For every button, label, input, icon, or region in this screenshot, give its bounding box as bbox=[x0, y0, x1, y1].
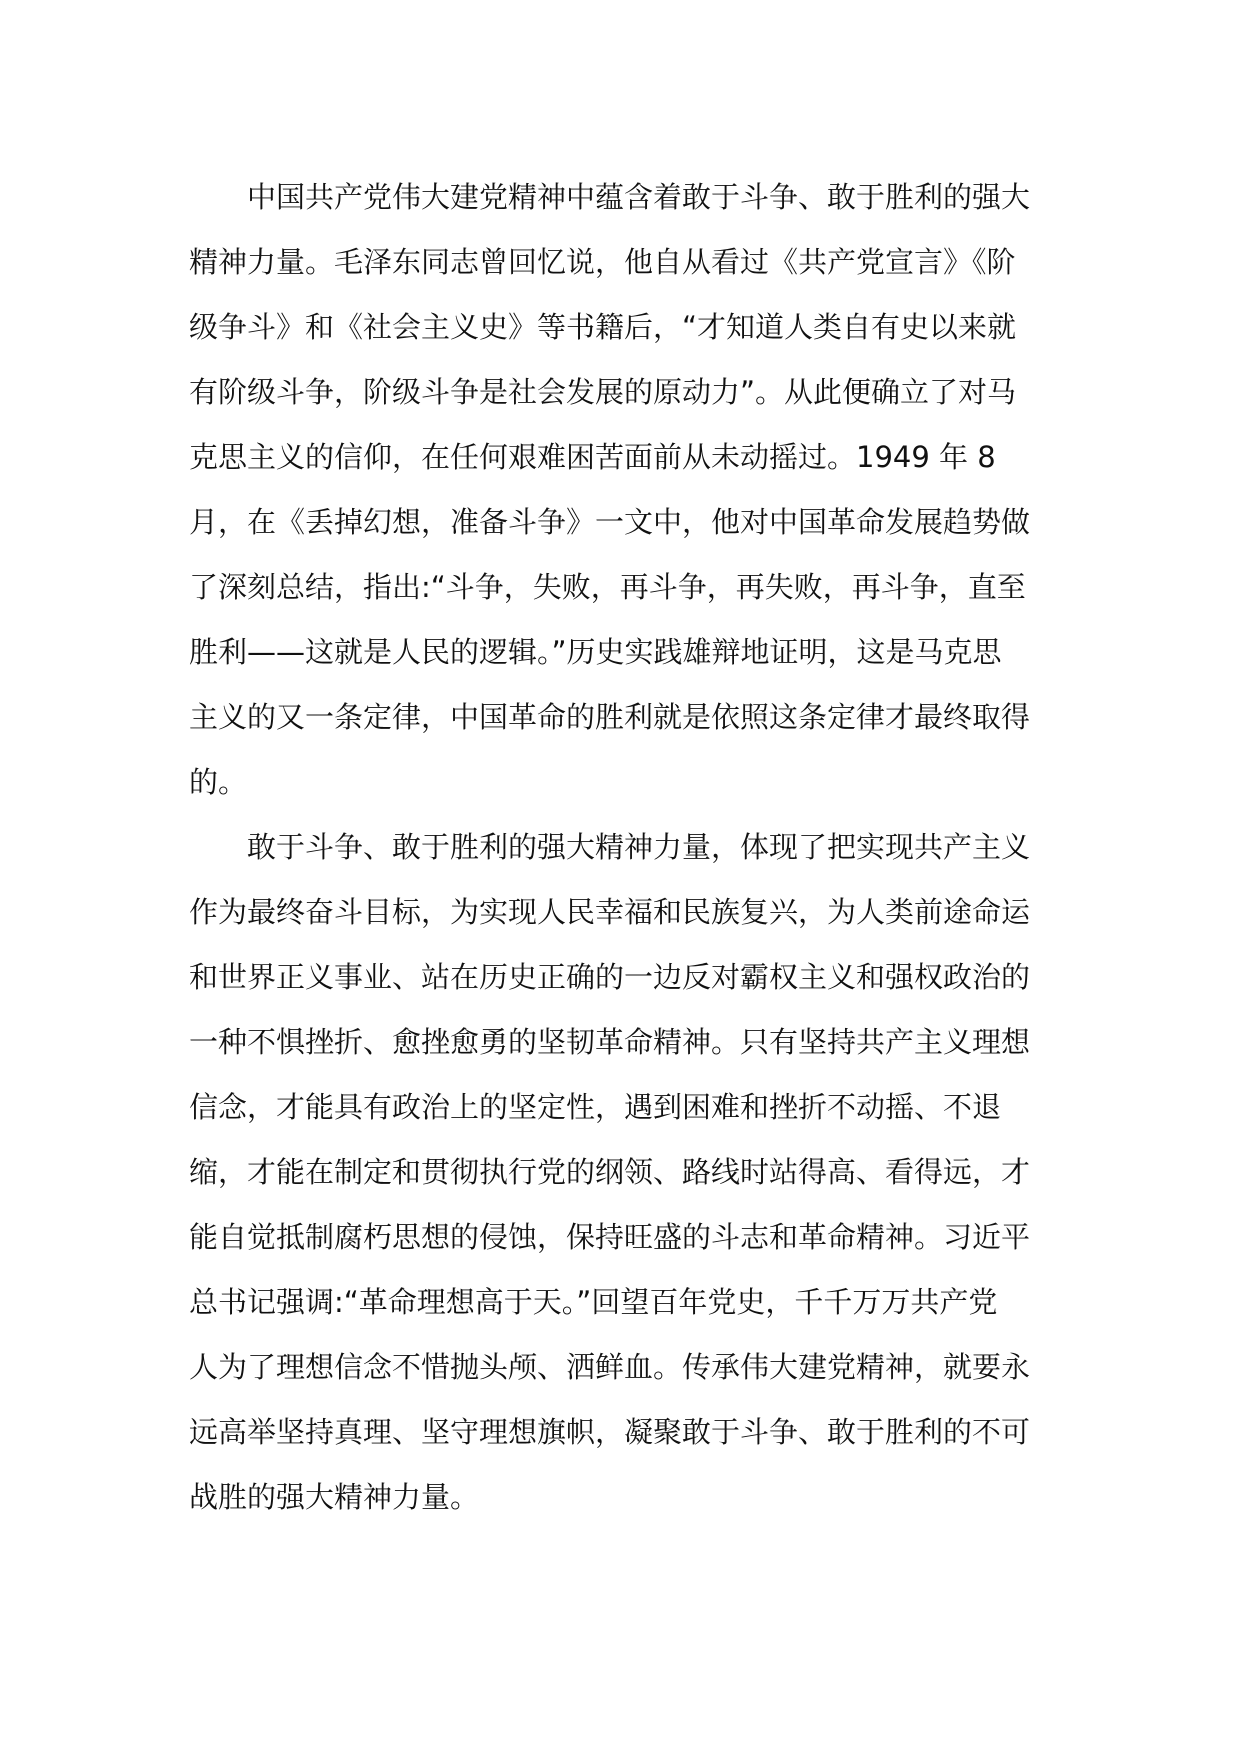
text-line: 和世界正义事业、站在历史正确的一边反对霸权主义和强权政治的 bbox=[189, 960, 1031, 994]
text-line: 精神力量。毛泽东同志曾回忆说，他自从看过《共产党宣言》《阶 bbox=[189, 245, 1016, 279]
text-line: 了深刻总结，指出:“斗争，失败，再斗争，再失败，再斗争，直至 bbox=[189, 570, 1026, 604]
paragraph-1 bbox=[189, 165, 1045, 815]
text-line: 的。 bbox=[189, 765, 248, 799]
text-line: 敢于斗争、敢于胜利的强大精神力量，体现了把实现共产主义 bbox=[247, 830, 1031, 864]
text-line: 能自觉抵制腐朽思想的侵蚀，保持旺盛的斗志和革命精神。习近平 bbox=[189, 1220, 1031, 1254]
text-line: 中国共产党伟大建党精神中蕴含着敢于斗争、敢于胜利的强大 bbox=[247, 180, 1031, 214]
text-line: 月，在《丢掉幻想，准备斗争》一文中，他对中国革命发展趋势做 bbox=[189, 505, 1031, 539]
text-line: 级争斗》和《社会主义史》等书籍后，“才知道人类自有史以来就 bbox=[189, 310, 1017, 344]
text-line: 一种不惧挫折、愈挫愈勇的坚韧革命精神。只有坚持共产主义理想 bbox=[189, 1025, 1031, 1059]
text-line: 总书记强调:“革命理想高于天。”回望百年党史，千千万万共产党 bbox=[189, 1285, 998, 1319]
text-line: 信念，才能具有政治上的坚定性，遇到困难和挫折不动摇、不退 bbox=[189, 1090, 1002, 1124]
text-line: 胜利——这就是人民的逻辑。”历史实践雄辩地证明，这是马克思 bbox=[189, 635, 1002, 669]
text-line: 主义的又一条定律，中国革命的胜利就是依照这条定律才最终取得 bbox=[189, 700, 1031, 734]
text-line: 人为了理想信念不惜抛头颅、洒鲜血。传承伟大建党精神，就要永 bbox=[189, 1350, 1031, 1384]
text-line: 战胜的强大精神力量。 bbox=[189, 1480, 480, 1514]
paragraph-2 bbox=[189, 815, 1045, 1530]
body-text bbox=[189, 165, 1045, 1530]
text-line: 有阶级斗争，阶级斗争是社会发展的原动力”。从此便确立了对马 bbox=[189, 375, 1017, 409]
text-line: 远高举坚持真理、坚守理想旗帜，凝聚敢于斗争、敢于胜利的不可 bbox=[189, 1415, 1031, 1449]
text-line: 缩，才能在制定和贯彻执行党的纲领、路线时站得高、看得远，才 bbox=[189, 1155, 1031, 1189]
text-line: 克思主义的信仰，在任何艰难困苦面前从未动摇过。1949 年 8 bbox=[189, 440, 996, 474]
text-line: 作为最终奋斗目标，为实现人民幸福和民族复兴，为人类前途命运 bbox=[189, 895, 1031, 929]
